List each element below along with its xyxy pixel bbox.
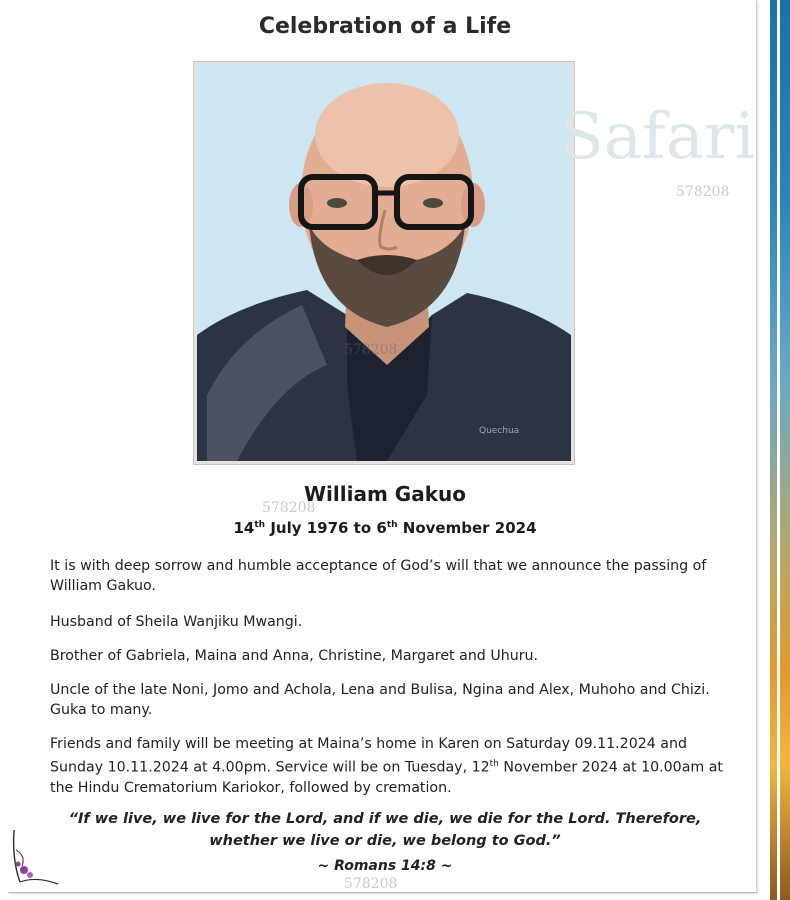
floral-ornament-icon — [6, 820, 66, 890]
watermark-brand: Safari — [560, 100, 755, 174]
service-suffix: th — [489, 759, 499, 769]
watermark-code: 578208 — [344, 342, 398, 358]
side-border-strip — [770, 0, 790, 900]
deceased-name: William Gakuo — [304, 482, 466, 506]
service-paragraph — [50, 734, 730, 798]
scripture-reference: ~ Romans 14:8 ~ — [317, 858, 453, 874]
death-day: 6 — [376, 519, 387, 537]
jacket-logo: Quechua — [479, 426, 520, 436]
birth-day: 14 — [233, 519, 255, 537]
brother-paragraph: Brother of Gabriela, Maina and Anna, Christine, Margaret and Uhuru. — [50, 648, 539, 664]
watermark-code: 578208 — [262, 500, 316, 516]
birth-suffix: th — [254, 520, 266, 530]
announcement-paragraph: It is with deep sorrow and humble acceptance of God’s will that we announce the passing of William Gakuo. — [50, 558, 707, 594]
portrait-photo — [194, 62, 574, 464]
watermark-code: 578208 — [676, 184, 730, 200]
watermark-code: 578208 — [344, 876, 398, 892]
death-rest: November 2024 — [402, 519, 537, 537]
husband-paragraph: Husband of Sheila Wanjiku Mwangi. — [50, 614, 303, 630]
page-title: Celebration of a Life — [258, 14, 512, 39]
service-text-a: Friends and family will be meeting at Maina’s home in Karen on Saturday 09.11.2024 and Sunday 10.11.2024 at 4.00pm. Service will be on Tuesday, 12 — [50, 736, 687, 776]
life-dates — [0, 519, 770, 537]
scripture-quote: “If we live, we live for the Lord, and if we die, we die for the Lord. Therefore, whether we live or die, we belong to God.” — [68, 811, 702, 849]
death-suffix: th — [386, 520, 398, 530]
birth-rest: July 1976 to — [270, 519, 377, 537]
uncle-paragraph: Uncle of the late Noni, Jomo and Achola, Lena and Bulisa, Ngina and Alex, Muhoho and Chizi. Guka to many. — [50, 682, 710, 718]
service-text-b: November 2024 at 10.00am at the Hindu Crematorium Kariokor, followed by cremation. — [50, 759, 723, 796]
portrait-illustration — [197, 65, 571, 461]
